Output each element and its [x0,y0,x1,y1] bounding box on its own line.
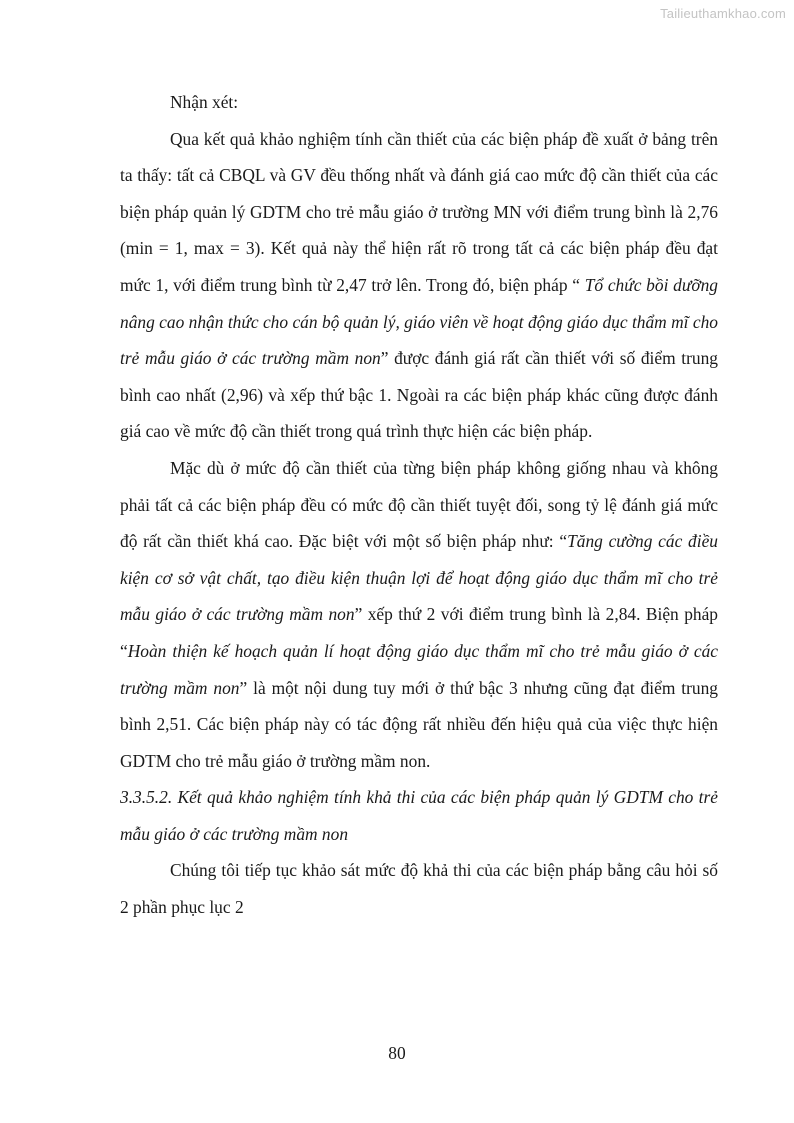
paragraph-rating-discussion [120,450,718,779]
remark-label: Nhận xét: [170,92,239,112]
paragraph-feasibility-survey: Chúng tôi tiếp tục khảo sát mức độ khả thi của các biện pháp bằng câu hỏi số 2 phần phục lục 2 [120,860,718,918]
page-number: 80 [388,1043,406,1063]
text-segment: Mặc dù ở mức độ cần thiết của từng biện pháp không giống nhau và không phải tất cả các biện pháp đều có mức độ cần thiết tuyệt đối, song tỷ lệ đánh giá mức độ rất cần thiết khá cao. Đặc biệt với một số biện pháp như: “ [120,457,718,552]
text-segment: Qua kết quả khảo nghiệm tính cần thiết của các biện pháp đề xuất ở bảng trên ta thấy: tất cả CBQL và GV đều thống nhất và đánh giá cao mức độ cần thiết của các biện pháp quản lý GDTM cho trẻ mẫu giáo ở trường MN với điểm trung bình là 2,76 (min = 1, max = 3). Kết quả này thể hiện rất rõ trong tất cả các biện pháp đều đạt mức 1, với điểm trung bình từ 2,47 trở lên. Trong đó, biện pháp “ [120,128,718,295]
italic-measure-title: Hoàn thiện kế hoạch quản lí hoạt động giáo dục thẩm mĩ cho trẻ mẫu giáo ở các trường mầm non [120,640,718,698]
italic-measure-title: Tăng cường các điều kiện cơ sở vật chất, tạo điều kiện thuận lợi để hoạt động giáo dục thẩm mĩ cho trẻ mẫu giáo ở các trường mầm non [120,531,718,625]
paragraph-necessity-results [120,121,718,450]
page-content [120,84,718,926]
text-segment: ” được đánh giá rất cần thiết với số điểm trung bình cao nhất (2,96) và xếp thứ bậc 1. Ngoài ra các biện pháp khác cũng được đánh giá cao về mức độ cần thiết trong quá trình thực hiện các biện pháp. [120,348,718,442]
section-heading: 3.3.5.2. Kết quả khảo nghiệm tính khả thi của các biện pháp quản lý GDTM cho trẻ mẫu giáo ở các trường mầm non [120,787,718,844]
italic-measure-title: Tổ chức bồi dưỡng nâng cao nhận thức cho cán bộ quản lý, giáo viên về hoạt động giáo dục thẩm mĩ cho trẻ mẫu giáo ở các trường mầm non [120,274,718,369]
text-segment: ” xếp thứ 2 với điểm trung bình là 2,84. Biện pháp “ [120,604,718,661]
watermark: Tailieuthamkhao.com [660,6,786,21]
text-segment: ” là một nội dung tuy mới ở thứ bậc 3 nhưng cũng đạt điểm trung bình 2,51. Các biện pháp này có tác động rất nhiều đến hiệu quả của việc thực hiện GDTM cho trẻ mẫu giáo ở trường mầm non. [120,677,718,771]
